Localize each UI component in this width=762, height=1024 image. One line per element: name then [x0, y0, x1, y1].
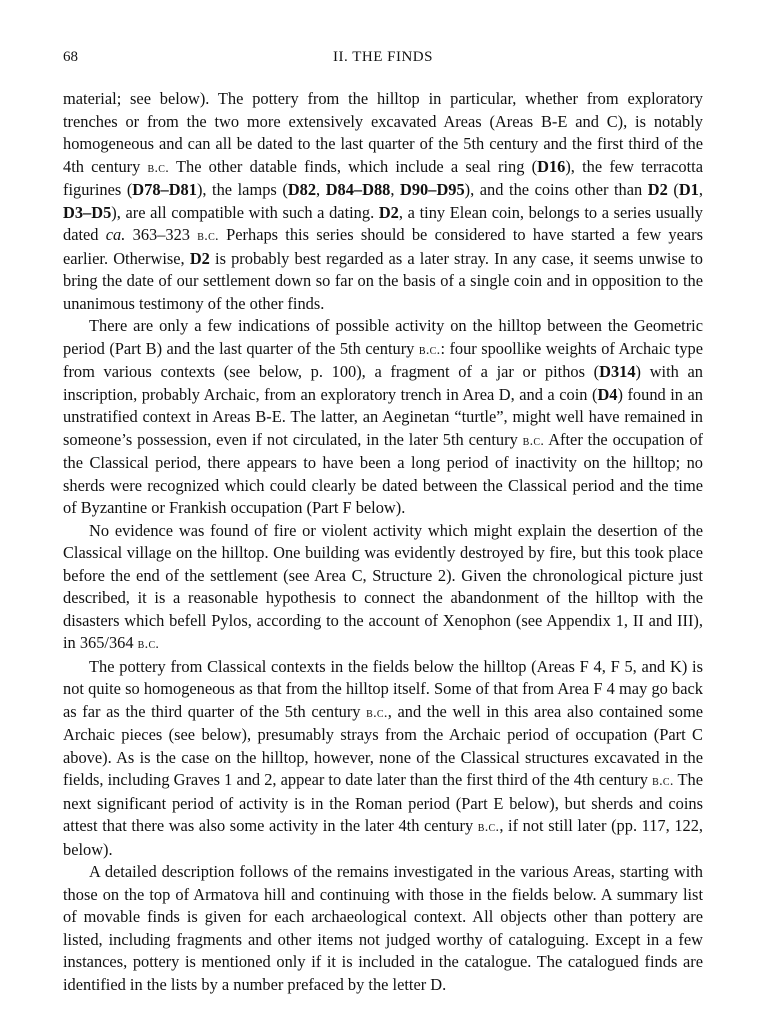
text-run: material; see below). The pottery from the hilltop in particular, whether from exploratory trenches or from the two more extensively excavated Areas (Areas B-E and C), is notably homogeneous and can all be dated to the last quarter of the 5th century and the first third of the 4th century — [63, 89, 703, 176]
text-run: ), the few terracotta figurines ( — [63, 156, 703, 199]
text-run: : four spoollike weights of Archaic type from various contexts (see below, p. 100), a fragment of a jar or pithos ( — [63, 338, 703, 381]
catalogue-reference: D90–D95 — [400, 180, 465, 199]
text-run: ) found in an unstratified context in Areas B-E. The latter, an Aeginetan “turtle”, might well have remained in someone’s possession, even if not circulated, in the later 5th century — [63, 384, 703, 449]
catalogue-reference: D16 — [537, 156, 566, 176]
text-run: No evidence was found of fire or violent activity which might explain the desertion of the Classical village on the hilltop. One building was evidently destroyed by fire, but this took place before the end of the settlement (see Area C, Structure 2). Given the chronological picture just described, it is a reasonable hypothesis to connect the abandonment of the hilltop with the disasters which befell Pylos, according to the account of Xenophon (see Appendix 1, II and III), in 365/364 — [63, 520, 703, 652]
catalogue-reference: D314 — [599, 362, 636, 381]
catalogue-reference: D2 — [189, 248, 210, 268]
page — [63, 46, 703, 996]
era-abbreviation: b.c. — [418, 341, 441, 358]
text-run: , and the well in this area also contained some Archaic pieces (see below), presumably strays from the Archaic period of occupation (Part C above). As is the case on the hilltop, however, none of the Classical structures excavated in the fields, including Graves 1 and 2, appear to date later than the first third of the 4th century — [63, 701, 703, 789]
text-run: , if not still later (pp. 117, 122, below). — [63, 816, 704, 859]
text-run: ( — [667, 180, 679, 199]
text-run: Perhaps this series should be considered to have started a few years earlier. Otherwise, — [63, 225, 704, 268]
text-run: ), the lamps ( — [196, 180, 288, 199]
italic-term: ca. — [105, 225, 126, 244]
text-run: , a tiny Elean coin, belongs to a series usually dated — [63, 202, 704, 244]
text-run: , — [390, 180, 401, 199]
text-run: There are only a few indications of possible activity on the hilltop between the Geometric period (Part B) and the last quarter of the 5th century — [63, 316, 703, 358]
catalogue-reference: D2 — [647, 180, 668, 199]
body-text — [63, 88, 703, 996]
text-run: A detailed description follows of the remains investigated in the various Areas, starting with those on the top of Armatova hill and continuing with those in the fields below. A summary list of movable finds is given for each archaeological context. All objects other than pottery are listed, including fragments and other items not judged worthy of cataloguing. Except in a few instances, pottery is mentioned only if it is included in the catalogue. The catalogued finds are identified in the lists by a number prefaced by the letter D. — [63, 862, 703, 994]
era-abbreviation: b.c. — [652, 773, 674, 789]
era-abbreviation: b.c. — [366, 704, 388, 721]
running-head — [63, 46, 703, 68]
era-abbreviation: b.c. — [137, 636, 160, 652]
catalogue-reference: D84–D88 — [325, 180, 391, 199]
paragraph — [63, 861, 703, 996]
text-run: , — [316, 180, 326, 199]
text-run: ) with an inscription, probably Archaic, from an exploratory trench in Area D, and a coin ( — [63, 362, 703, 404]
catalogue-reference: D2 — [378, 202, 399, 222]
era-abbreviation: b.c. — [477, 819, 500, 835]
catalogue-reference: D78–D81 — [132, 180, 197, 199]
paragraph — [63, 520, 703, 656]
text-run: After the occupation of the Classical period, there appears to have been a long period of inactivity on the hilltop; no sherds were recognized which could clearly be dated between the Classical period and the time of Byzantine or Frankish occupation (Part F below). — [63, 429, 704, 517]
catalogue-reference: D1 — [678, 180, 699, 199]
text-run: , — [698, 180, 703, 199]
catalogue-reference: D82 — [287, 180, 317, 199]
text-run: 363–323 — [125, 225, 198, 244]
text-run: is probably best regarded as a later stray. In any case, it seems unwise to bring the date of our settlement down so far on the basis of a single coin and in opposition to the unanimous testimony of the other finds. — [63, 248, 703, 313]
text-run: The other datable finds, which include a seal ring ( — [169, 156, 538, 176]
page-number: 68 — [63, 49, 78, 65]
era-abbreviation: b.c. — [147, 159, 170, 176]
catalogue-reference: D3–D5 — [63, 202, 112, 222]
catalogue-reference: D4 — [597, 384, 618, 404]
paragraph — [63, 315, 703, 520]
text-run: The next significant period of activity is in the Roman period (Part E below), but sherds and coins attest that there was also some activity in the later 4th century — [63, 770, 703, 835]
text-run: ), and the coins other than — [464, 180, 648, 199]
era-abbreviation: b.c. — [197, 228, 219, 244]
text-run: ), are all compatible with such a dating. — [111, 202, 379, 222]
era-abbreviation: b.c. — [522, 432, 545, 449]
paragraph — [63, 88, 703, 315]
text-run: The pottery from Classical contexts in the fields below the hilltop (Areas F 4, F 5, and K) is not quite so homogeneous as that from the hilltop itself. Some of that from Area F 4 may go back as far as the third quarter of the 5th century — [63, 656, 703, 721]
paragraph — [63, 656, 703, 862]
chapter-title: II. THE FINDS — [333, 49, 433, 65]
